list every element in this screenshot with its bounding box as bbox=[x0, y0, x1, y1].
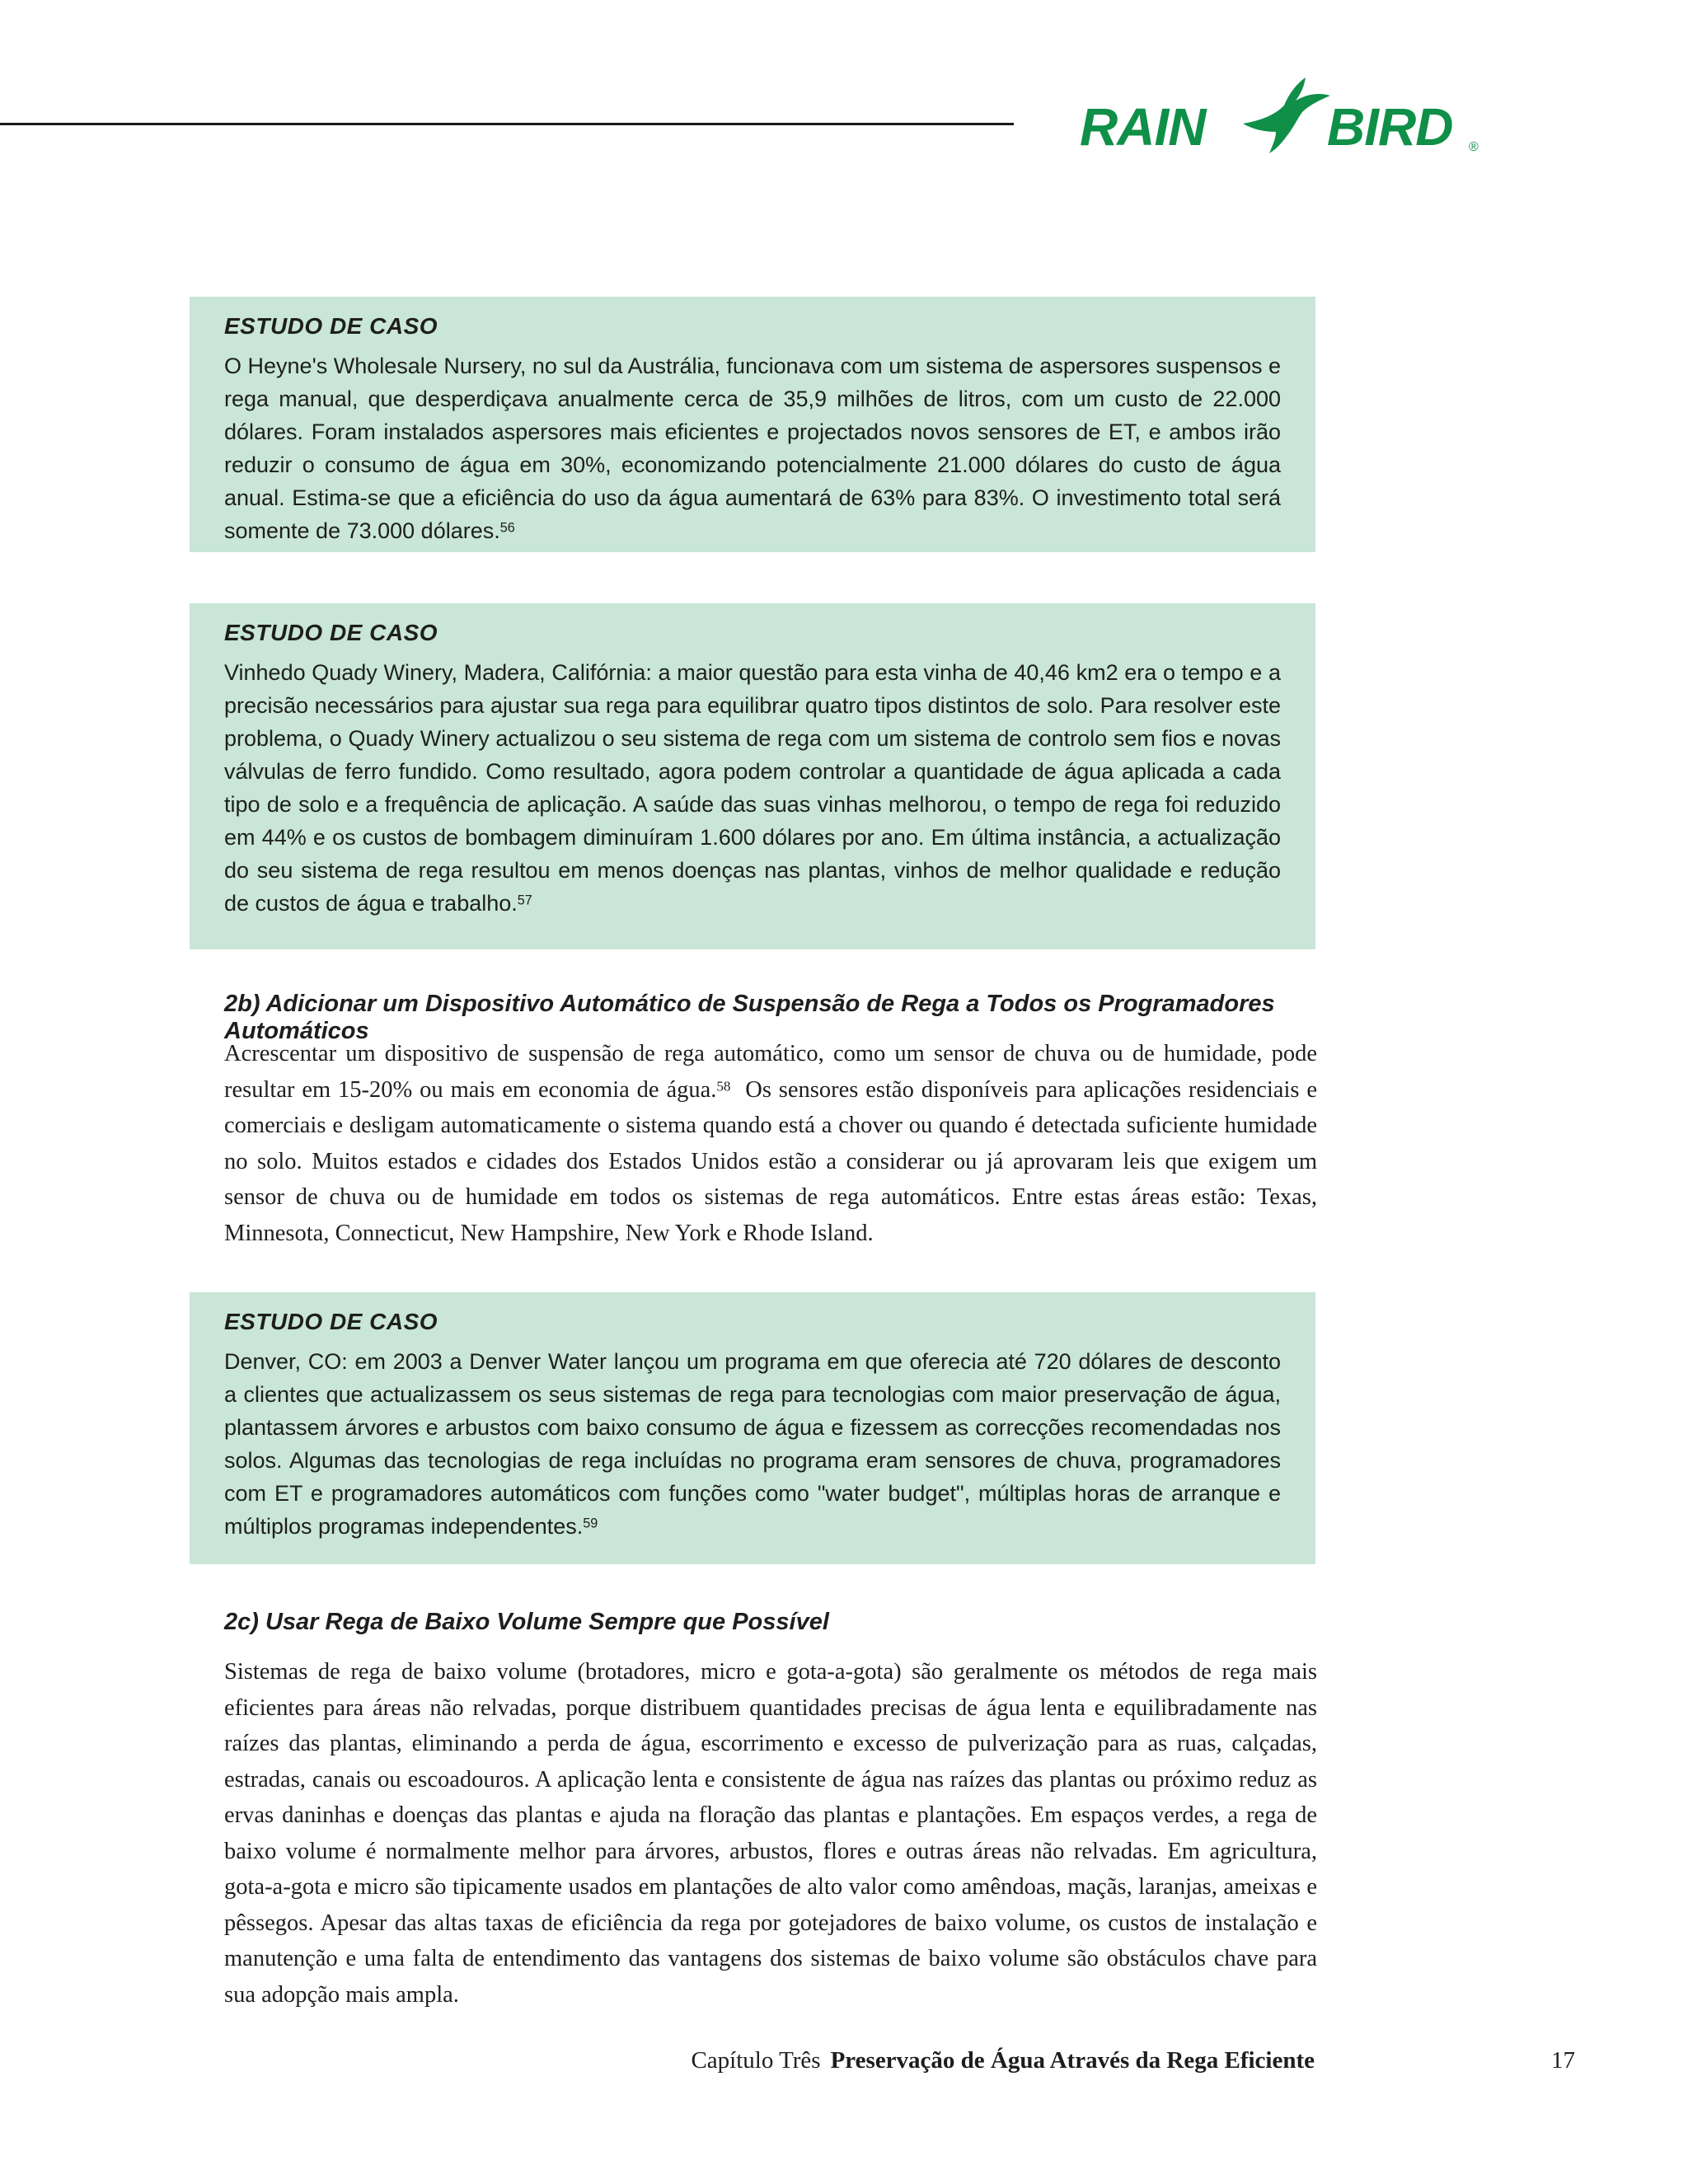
page-number: 17 bbox=[1551, 2047, 1575, 2074]
case-study-title: ESTUDO DE CASO bbox=[224, 1309, 438, 1334]
section-heading-2b: 2b) Adicionar um Dispositivo Automático de Suspensão de Rega a Todos os Programadores Automáticos bbox=[224, 991, 1275, 1044]
page-footer bbox=[577, 2047, 1315, 2074]
section-2c-paragraph: Sistemas de rega de baixo volume (brotadores, micro e gota-a-gota) são geralmente os métodos de rega mais eficientes para áreas não relvadas, porque distribuem quantidades precisas de água lenta e equilibradamente nas raízes das plantas, eliminando a perda de água, escorrimento e excesso de pulverização para as ruas, calçadas, estradas, canais ou escoadouros. A aplicação lenta e consistente de água nas raízes das plantas ou próximo reduz as ervas daninhas e doenças das plantas e ajuda na floração das plantas e plantações. Em espaços verdes, a rega de baixo volume é normalmente melhor para árvores, arbustos, flores e outras áreas não relvadas. Em agricultura, gota-a-gota e micro são tipicamente usados em plantações de alto valor como amêndoas, maçãs, laranjas, ameixas e pêssegos. Apesar das altas taxas de eficiência da rega por gotejadores de baixo volume, os custos de instalação e manutenção e uma falta de entendimento das vantagens dos sistemas de baixo volume são obstáculos chave para sua adopção mais ampla. bbox=[224, 1659, 1317, 2008]
case-study-box-2 bbox=[190, 603, 1315, 949]
header-rule bbox=[0, 123, 1014, 125]
footnote-ref: 58 bbox=[716, 1077, 731, 1094]
case-study-box-3 bbox=[190, 1292, 1315, 1564]
registered-mark: ® bbox=[1469, 140, 1479, 154]
case-study-body: Denver, CO: em 2003 a Denver Water lançou um programa em que oferecia até 720 dólares de desconto a clientes que actualizassem os seus sistemas de rega para tecnologias com maior preservação de água, plantassem árvores e arbustos com baixo consumo de água e fizessem as correcções recomendadas nos solos. Algumas das tecnologias de rega incluídas no programa eram sensores de chuva, programadores com ET e programadores automáticos com funções como "water budget", múltiplas horas de arranque e múltiplos programas independentes.$^{59}$ bbox=[224, 1349, 1281, 1539]
rain-bird-logo bbox=[1080, 66, 1492, 165]
logo-bird-text: BIRD bbox=[1327, 97, 1453, 157]
footer-title: Preservação de Água Através da Rega Eficiente bbox=[830, 2047, 1315, 2074]
case-study-body: O Heyne's Wholesale Nursery, no sul da Austrália, funcionava com um sistema de aspersores suspensos e rega manual, que desperdiçava anualmente cerca de 35,9 milhões de litros, com um custo de 22.000 dólares. Foram instalados aspersores mais eficientes e projectados novos sensores de ET, e ambos irão reduzir o consumo de água em 30%, economizando potencialmente 21.000 dólares do custo de água anual. Estima-se que a eficiência do uso da água aumentará de 63% para 83%. O investimento total será somente de 73.000 dólares.$^{56}$ bbox=[224, 354, 1281, 543]
case-study-title: ESTUDO DE CASO bbox=[224, 620, 438, 645]
section-heading-2c: 2c) Usar Rega de Baixo Volume Sempre que Possível bbox=[224, 1609, 829, 1635]
logo-rain-text: RAIN bbox=[1080, 97, 1206, 157]
footnote-ref: 56 bbox=[499, 520, 515, 536]
footnote-ref: 59 bbox=[583, 1516, 598, 1531]
footnote-ref: 57 bbox=[517, 893, 532, 908]
bird-icon bbox=[1236, 73, 1335, 155]
section-2b-paragraph: Acrescentar um dispositivo de suspensão de rega automático, como um sensor de chuva ou de humidade, pode resultar em 15-20% ou mais em economia de água.$^{58}$ Os sensores estão disponíveis para aplicações residenciais e comerciais e desligam automaticamente o sistema quando está a chover ou quando é detectada suficiente humidade no solo. Muitos estados e cidades dos Estados Unidos estão a considerar ou já aprovaram leis que exigem um sensor de chuva ou de humidade em todos os sistemas de rega automáticos. Entre estas áreas estão: Texas, Minnesota, Connecticut, New Hampshire, New York e Rhode Island. bbox=[224, 1041, 1324, 1246]
case-study-title: ESTUDO DE CASO bbox=[224, 313, 438, 339]
footer-chapter: Capítulo Três bbox=[691, 2047, 821, 2074]
case-study-box-1 bbox=[190, 297, 1315, 552]
case-study-body: Vinhedo Quady Winery, Madera, Califórnia: a maior questão para esta vinha de 40,46 km2 era o tempo e a precisão necessários para ajustar sua rega para equilibrar quatro tipos distintos de solo. Para resolver este problema, o Quady Winery actualizou o seu sistema de rega com um sistema de controlo sem fios e novas válvulas de ferro fundido. Como resultado, agora podem controlar a quantidade de água aplicada a cada tipo de solo e a frequência de aplicação. A saúde das suas vinhas melhorou, o tempo de rega foi reduzido em 44% e os custos de bombagem diminuíram 1.600 dólares por ano. Em última instância, a actualização do seu sistema de rega resultou em menos doenças nas plantas, vinhos de melhor qualidade e redução de custos de água e trabalho.$^{57}$ bbox=[224, 660, 1281, 916]
